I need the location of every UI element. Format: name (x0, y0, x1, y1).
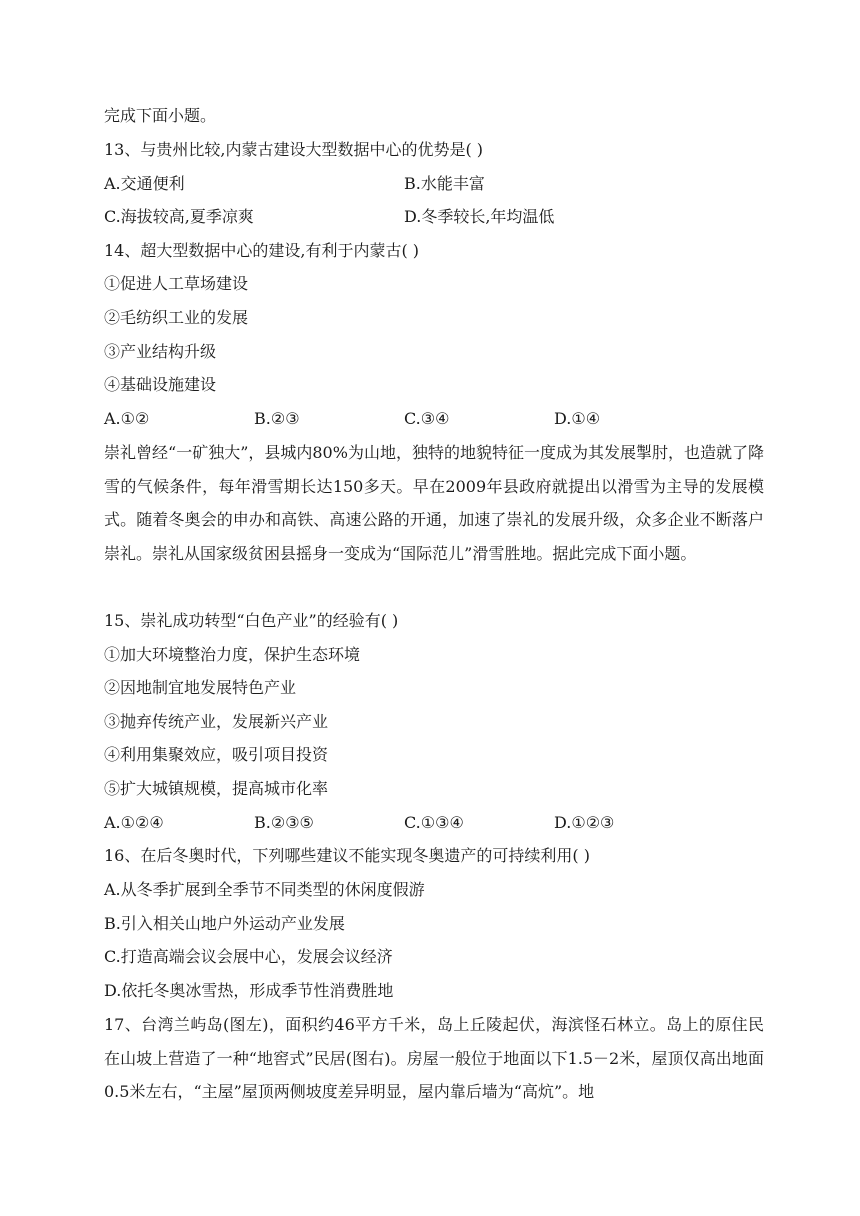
q15-item-2: ②因地制宜地发展特色产业 (104, 678, 297, 697)
q15-item-5: ⑤扩大城镇规模，提高城市化率 (104, 779, 329, 798)
q15-option-c: C.①③④ (404, 813, 464, 832)
question-17-passage: 17、台湾兰屿岛(图左)，面积约46平方千米，岛上丘陵起伏，海滨怪石林立。岛上的原住民在山坡上营造了一种“地窖式”民居(图右)。房屋一般位于地面以下1.5－2米，屋顶仅高出地面0.5米左右，“主屋”屋顶两侧坡度差异明显，屋内靠后墙为“高炕”。地 (104, 1015, 764, 1102)
q13-option-d: D.冬季较长,年均温低 (404, 207, 555, 226)
question-16-stem: 16、在后冬奥时代，下列哪些建议不能实现冬奥遗产的可持续利用( ) (104, 846, 590, 865)
question-13-stem: 13、与贵州比较,内蒙古建设大型数据中心的优势是( ) (104, 140, 484, 159)
q16-option-b: B.引入相关山地户外运动产业发展 (104, 914, 345, 933)
question-15-stem: 15、崇礼成功转型“白色产业”的经验有( ) (104, 611, 399, 630)
q16-option-c: C.打造高端会议会展中心，发展会议经济 (104, 947, 393, 966)
q15-option-b: B.②③⑤ (254, 813, 314, 832)
q13-option-c: C.海拔较高,夏季凉爽 (104, 207, 254, 226)
q15-item-1: ①加大环境整治力度，保护生态环境 (104, 645, 361, 664)
q15-item-4: ④利用集聚效应，吸引项目投资 (104, 745, 329, 764)
question-14-stem: 14、超大型数据中心的建设,有利于内蒙古( ) (104, 241, 420, 260)
q14-item-2: ②毛纺织工业的发展 (104, 308, 249, 327)
q14-option-a: A.①② (104, 409, 150, 428)
q13-option-b: B.水能丰富 (404, 174, 485, 193)
q15-item-3: ③抛弃传统产业，发展新兴产业 (104, 712, 329, 731)
q16-option-d: D.依托冬奥冰雪热，形成季节性消费胜地 (104, 981, 394, 1000)
q14-item-4: ④基础设施建设 (104, 375, 217, 394)
q13-option-a: A.交通便利 (104, 174, 185, 193)
q16-option-a: A.从冬季扩展到全季节不同类型的休闲度假游 (104, 880, 425, 899)
q14-option-d: D.①④ (554, 409, 601, 428)
q14-option-c: C.③④ (404, 409, 450, 428)
chongli-passage: 崇礼曾经“一矿独大”，县城内80%为山地，独特的地貌特征一度成为其发展掣肘，也造就了降雪的气候条件，每年滑雪期长达150多天。早在2009年县政府就提出以滑雪为主导的发展模式。随着冬奥会的申办和高铁、高速公路的开通，加速了崇礼的发展升级，众多企业不断落户崇礼。崇礼从国家级贫困县摇身一变成为“国际范儿”滑雪胜地。据此完成下面小题。 (104, 443, 764, 563)
q14-item-1: ①促进人工草场建设 (104, 274, 249, 293)
q14-option-b: B.②③ (254, 409, 300, 428)
intro-tail: 完成下面小题。 (104, 106, 217, 125)
q14-item-3: ③产业结构升级 (104, 342, 217, 361)
q15-option-a: A.①②④ (104, 813, 164, 832)
q15-option-d: D.①②③ (554, 813, 615, 832)
